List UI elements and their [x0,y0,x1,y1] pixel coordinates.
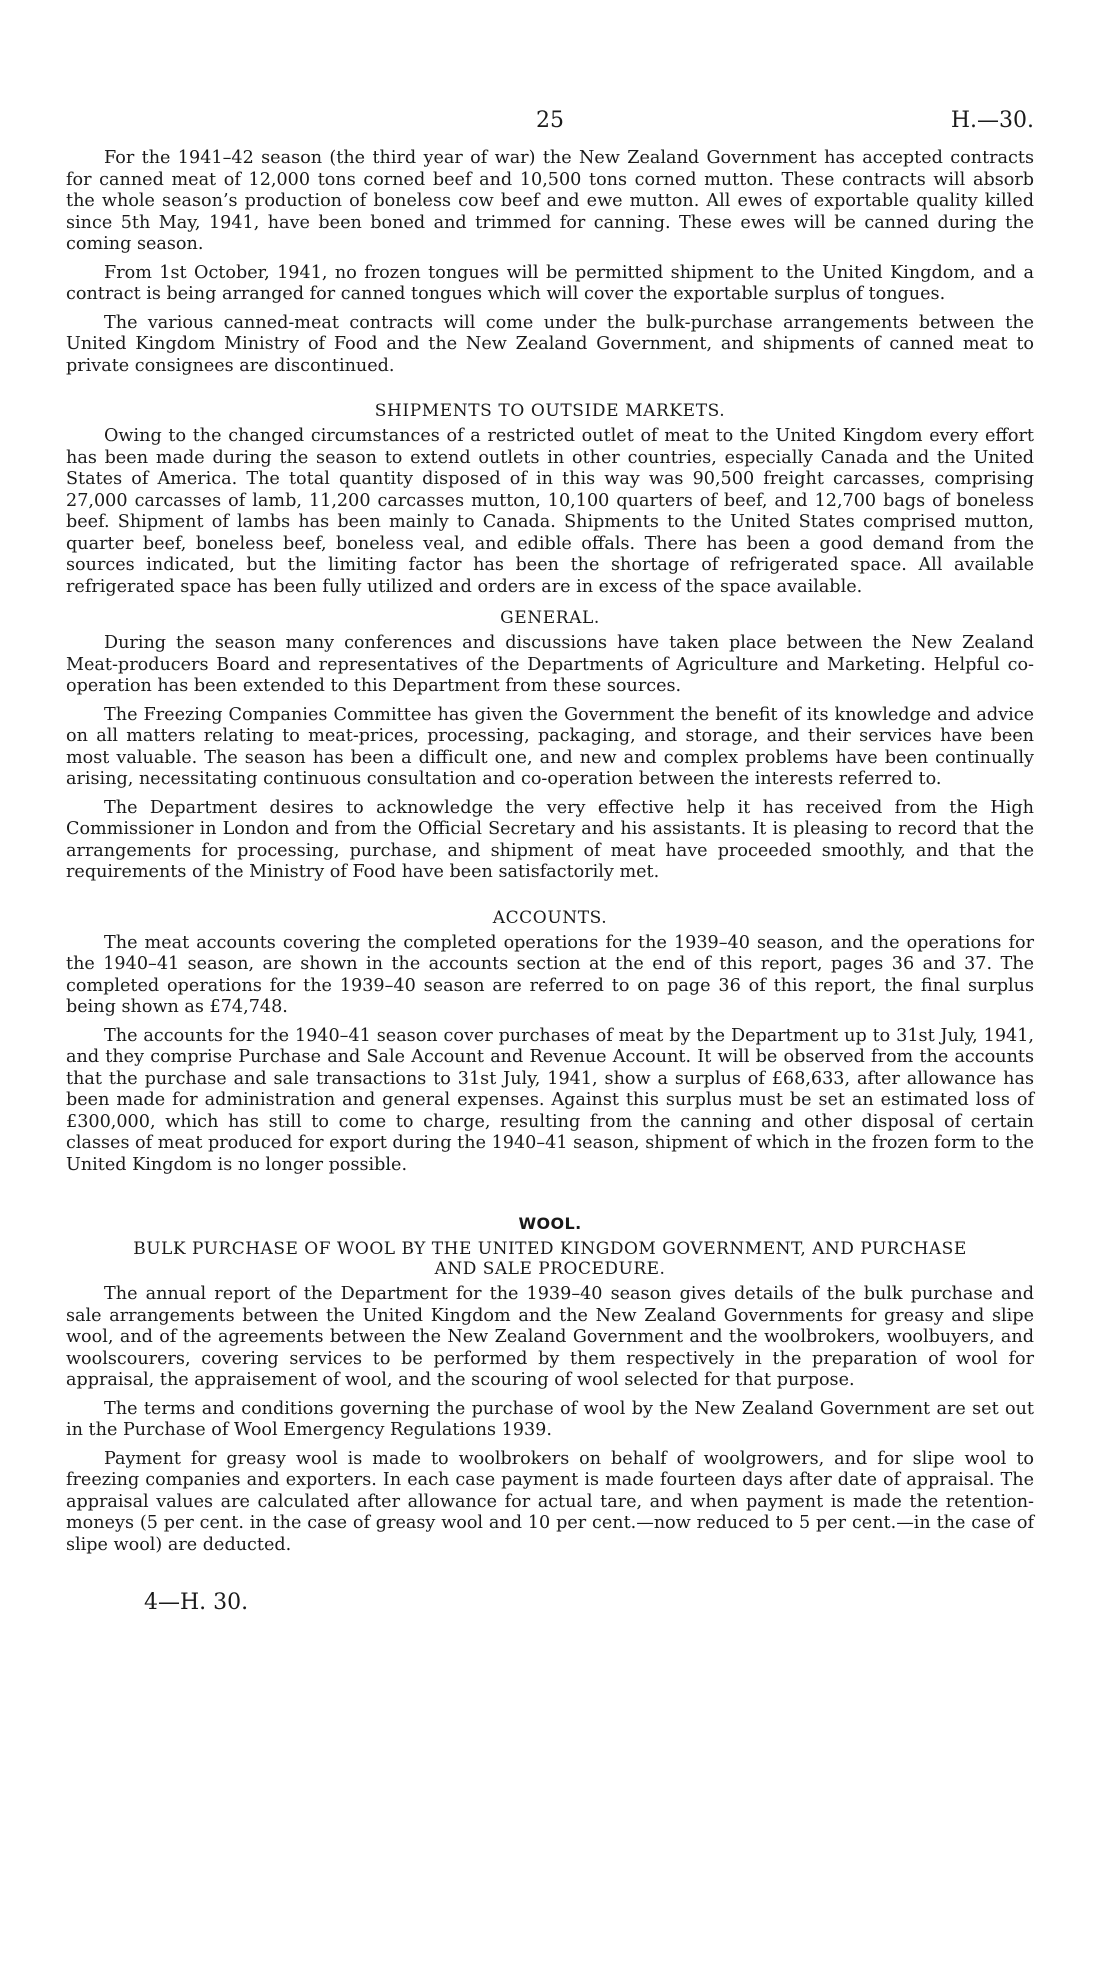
accounts-section [66,908,1034,1177]
paragraph: Payment for greasy wool is made to woolbrokers on behalf of woolgrowers, and for slipe wool to freezing companies and exporters. In each case payment is made fourteen days after date of appraisal. The appraisal values are calculated after allowance for actual tare, and when payment is made the retention-moneys (5 per cent. in the case of greasy wool and 10 per cent.—now reduced to 5 per cent.—in the case of slipe wool) are deducted. [66,1448,1034,1555]
section-heading-shipments: SHIPMENTS TO OUTSIDE MARKETS. [374,401,726,421]
subheading-line: AND SALE PROCEDURE. [434,1259,666,1279]
paragraph: The meat accounts covering the completed operations for the 1939–40 season, and the operations for the 1940–41 season, are shown in the accounts section at the end of this report, pages 36 and 37. The completed operations for the 1939–40 season are referred to on page 36 of this report, the final surplus being shown as £74,748. [66,932,1034,1017]
section-heading-general: GENERAL. [500,608,600,628]
paragraph: The various canned-meat contracts will come under the bulk-purchase arrangements between the United Kingdom Ministry of Food and the New Zealand Government, and shipments of canned meat to private consignees are discontinued. [66,312,1034,376]
paragraph: During the season many conferences and discussions have taken place between the New Zealand Meat-producers Board and representatives of the Departments of Agriculture and Marketing. Helpful co-operation has been extended to this Department from these sources. [66,633,1034,696]
paragraph: The Freezing Companies Committee has given the Government the benefit of its knowledge and advice on all matters relating to meat-prices, processing, packaging, and storage, and their services have been most valuable. The season has been a difficult one, and new and complex problems have been continually arising, necessitating continuous consultation and co-operation between the interests referred to. [66,704,1034,789]
page-number: 25 [536,108,564,133]
section-heading-wool: WOOL. [518,1214,582,1233]
subheading-bulk-purchase [66,1239,1034,1279]
paragraph: Owing to the changed circumstances of a restricted outlet of meat to the United Kingdom every effort has been made during the season to extend outlets in other countries, especially Canada and the United States of America. The total quantity disposed of in this way was 90,500 freight carcasses, comprising 27,000 carcasses of lamb, 11,200 carcasses mutton, 10,100 quarters of beef, and 12,700 bags of boneless beef. Shipment of lambs has been mainly to Canada. Shipments to the United States comprised mutton, quarter beef, boneless beef, boneless veal, and edible offals. There has been a good demand from the sources indicated, but the limiting factor has been the shortage of refrigerated space. All available refrigerated space has been fully utilized and orders are in excess of the space available. [66,426,1034,597]
paragraph: The Department desires to acknowledge the very effective help it has received from the High Commissioner in London and from the Official Secretary and his assistants. It is pleasing to record that the arrangements for processing, purchase, and shipment of meat have proceeded smoothly, and that the requirements of the Ministry of Food have been satisfactorily met. [66,797,1034,882]
section-heading-accounts: ACCOUNTS. [492,907,608,928]
document-page [66,108,1034,1615]
paragraph: The annual report of the Department for the 1939–40 season gives details of the bulk purchase and sale arrangements between the United Kingdom and the New Zealand Governments for greasy and slipe wool, and of the agreements between the New Zealand Government and the woolbrokers, woolbuyers, and woolscourers, covering services to be performed by them respectively in the preparation of wool for appraisal, the appraisement of wool, and the scouring of wool selected for that purpose. [66,1284,1034,1390]
canned-meat-section [66,148,1034,377]
shipments-section [66,401,1034,598]
general-section [66,608,1034,884]
paragraph: The accounts for the 1940–41 season cover purchases of meat by the Department up to 31st July, 1941, and they comprise Purchase and Sale Account and Revenue Account. It will be observed from the accounts that the purchase and sale transactions to 31st July, 1941, show a surplus of £68,633, after allowance has been made for administration and general expenses. Against this surplus must be set an estimated loss of £300,000, which has still to come to charge, resulting from the canning and other disposal of certain classes of meat produced for export during the 1940–41 season, shipment of which in the frozen form to the United Kingdom is no longer possible. [66,1025,1034,1175]
page-signature: 4—H. 30. [144,1590,249,1615]
wool-section [66,1214,1034,1556]
document-code: H.—30. [950,108,1034,133]
paragraph: From 1st October, 1941, no frozen tongues will be permitted shipment to the United Kingdom, and a contract is being arranged for canned tongues which will cover the exportable surplus of tongues. [66,262,1034,304]
page-header [66,108,1034,142]
paragraph: For the 1941–42 season (the third year of war) the New Zealand Government has accepted contracts for canned meat of 12,000 tons corned beef and 10,500 tons corned mutton. These contracts will absorb the whole season’s production of boneless cow beef and ewe mutton. All ewes of exportable quality killed since 5th May, 1941, have been boned and trimmed for canning. These ewes will be canned during the coming season. [66,148,1034,254]
paragraph: The terms and conditions governing the purchase of wool by the New Zealand Government are set out in the Purchase of Wool Emergency Regulations 1939. [66,1398,1034,1440]
subheading-line: BULK PURCHASE OF WOOL BY THE UNITED KINGDOM GOVERNMENT, AND PURCHASE [133,1239,967,1259]
